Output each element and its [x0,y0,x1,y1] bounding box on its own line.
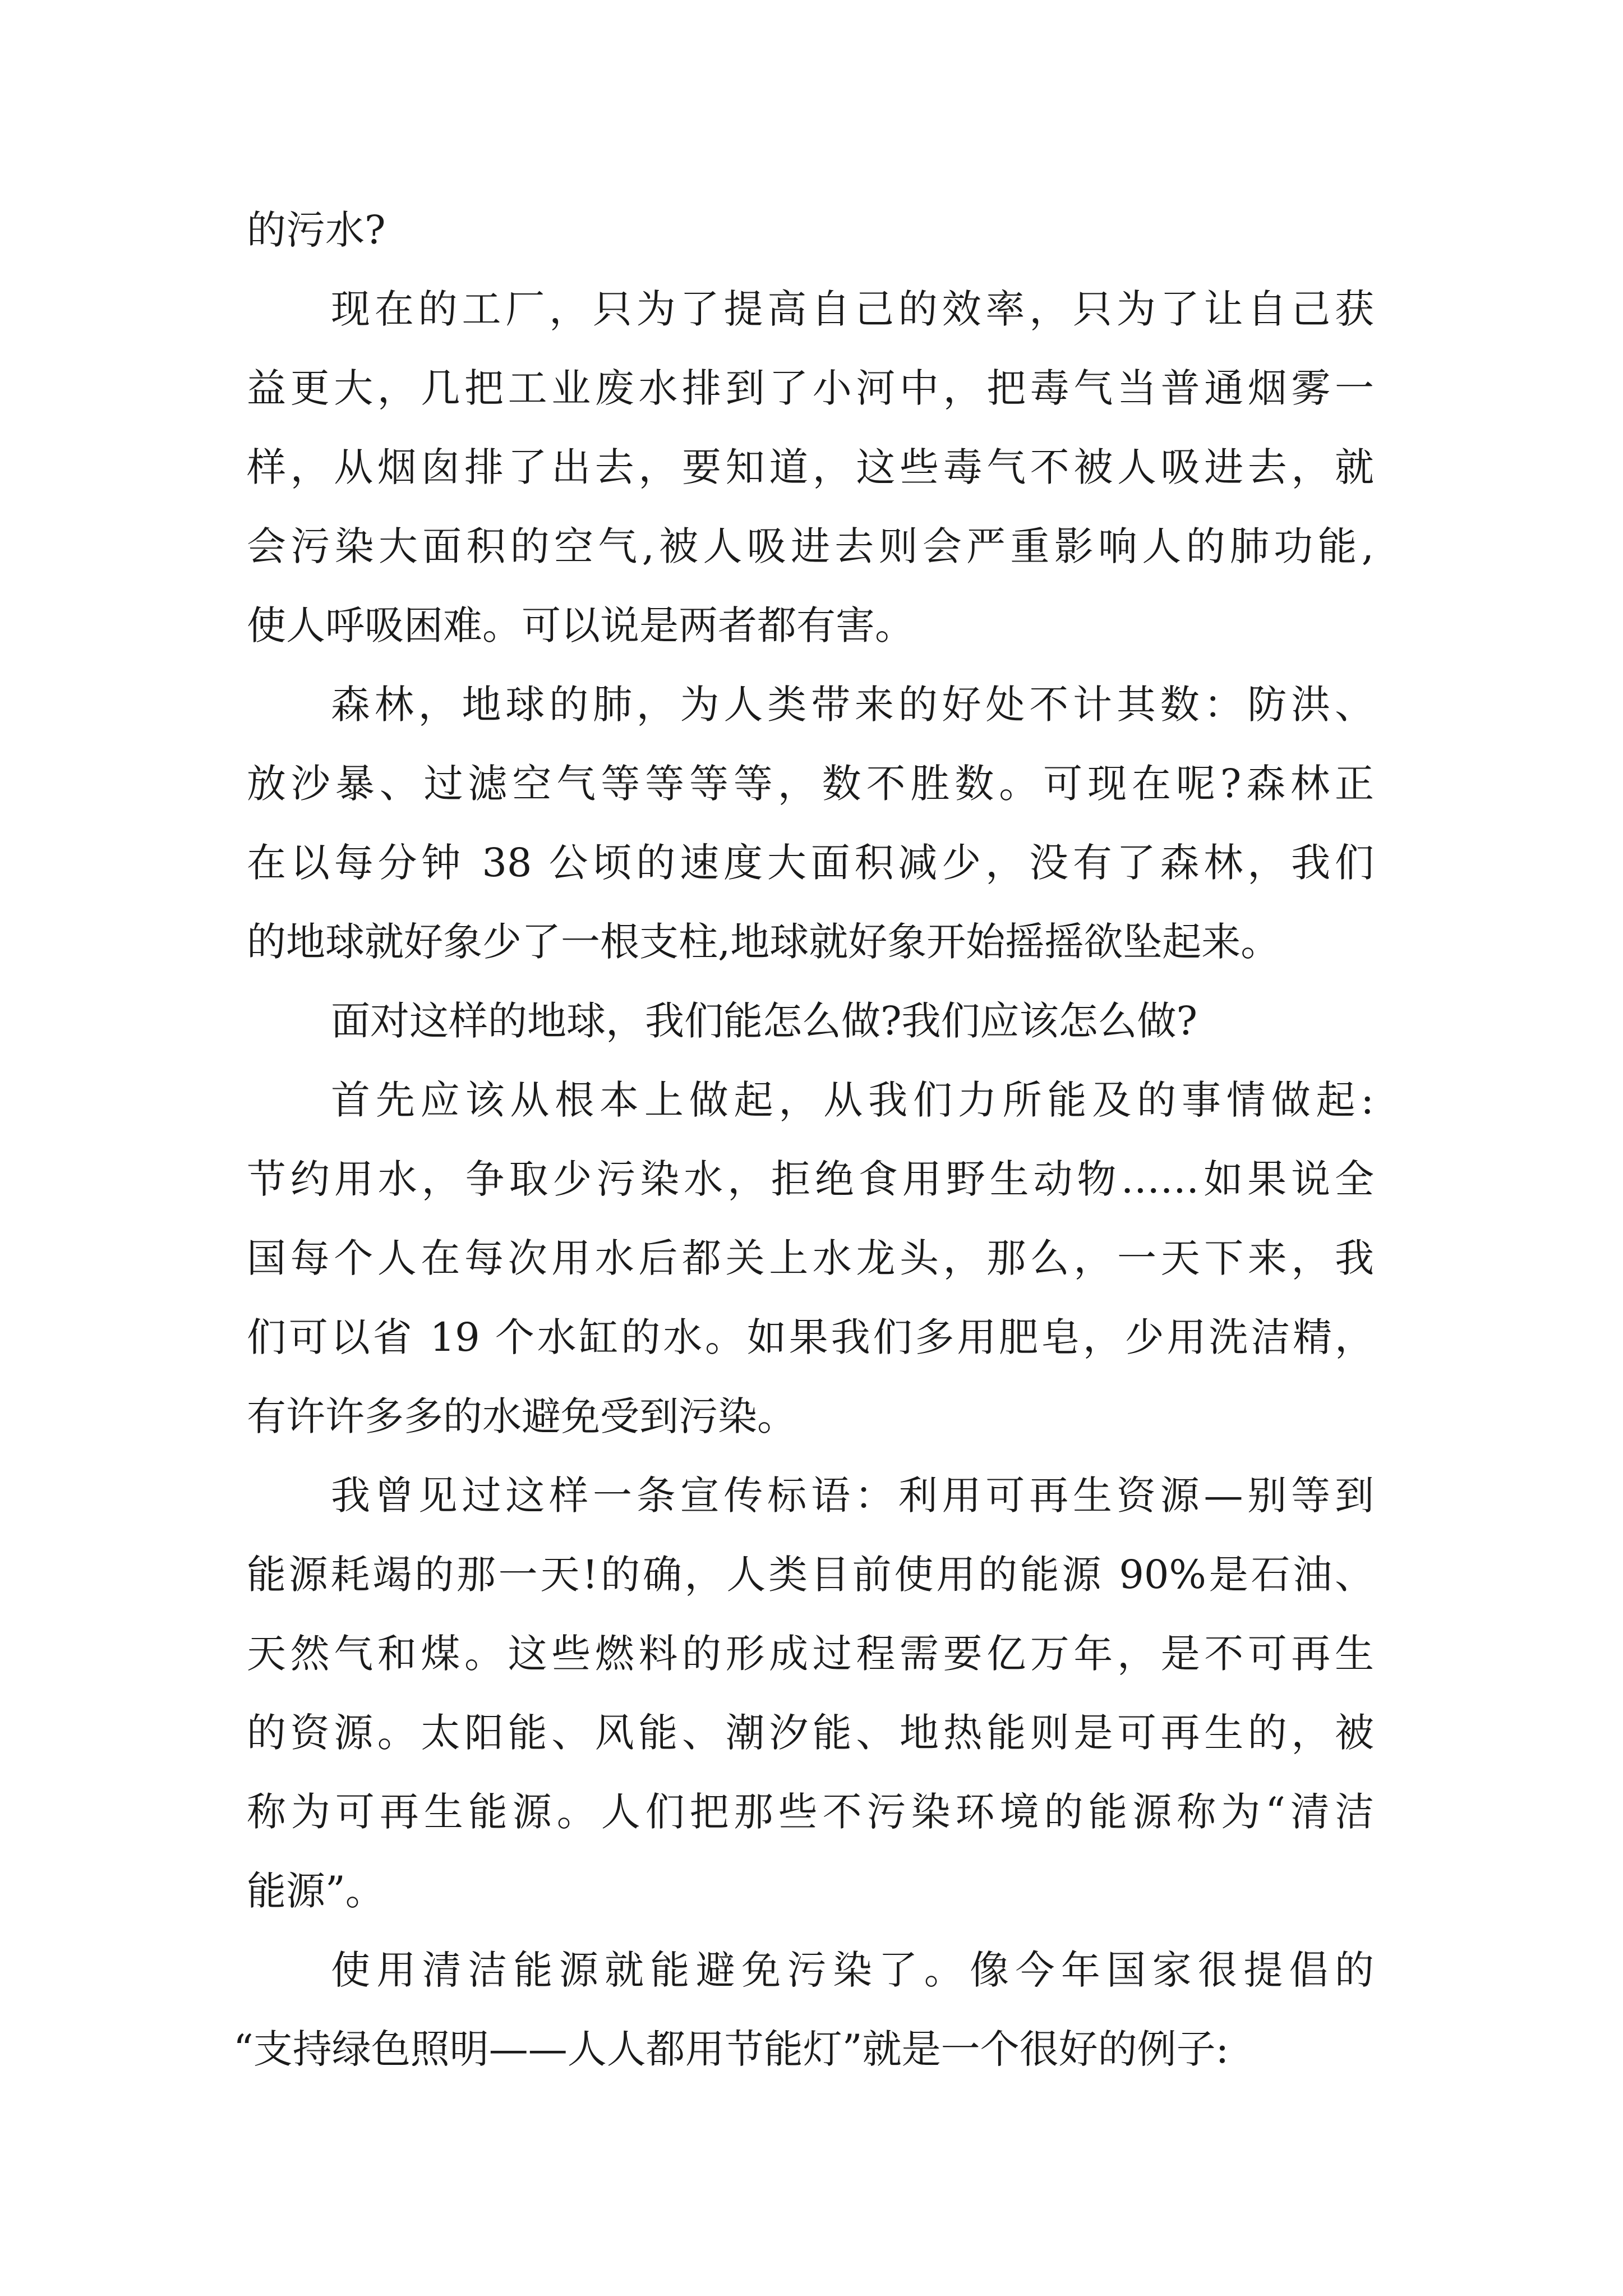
text-line: 的资源。太阳能、风能、潮汐能、地热能则是可再生的，被 [247,1710,1374,1756]
paragraph-first-line: 我曾见过这样一条宣传标语：利用可再生资源—别等到 [331,1473,1374,1519]
text-line: 放沙暴、过滤空气等等等等，数不胜数。可现在呢?森林正 [247,761,1374,807]
text-line: 节约用水，争取少污染水，拒绝食用野生动物……如果说全 [247,1156,1374,1202]
body-text [233,191,1374,2089]
text-line: 会污染大面积的空气,被人吸进去则会严重影响人的肺功能, [247,523,1374,569]
text-line: 的污水? [247,207,386,253]
text-line: 使人呼吸困难。可以说是两者都有害。 [247,602,914,648]
text-line: 的地球就好象少了一根支柱,地球就好象开始摇摇欲坠起来。 [247,919,1280,965]
text-line: 天然气和煤。这些燃料的形成过程需要亿万年，是不可再生 [247,1631,1374,1677]
text-line: 样，从烟囱排了出去，要知道，这些毒气不被人吸进去，就 [247,444,1374,490]
text-line: 能源”。 [247,1868,385,1914]
text-line: 益更大，几把工业废水排到了小河中，把毒气当普通烟雾一 [247,365,1374,411]
paragraph-first-line: 面对这样的地球，我们能怎么做?我们应该怎么做? [331,998,1198,1044]
paragraph-first-line: 现在的工厂，只为了提高自己的效率，只为了让自己获 [331,286,1374,332]
text-line: “支持绿色照明——人人都用节能灯”就是一个很好的例子: [233,2026,1229,2072]
paragraph-first-line: 森林，地球的肺，为人类带来的好处不计其数：防洪、 [331,682,1374,728]
text-line: 们可以省 19 个水缸的水。如果我们多用肥皂，少用洗洁精， [247,1314,1374,1360]
paragraph-first-line: 首先应该从根本上做起，从我们力所能及的事情做起: [331,1077,1374,1123]
text-line: 国每个人在每次用水后都关上水龙头，那么，一天下来，我 [247,1235,1374,1281]
text-line: 称为可再生能源。人们把那些不污染环境的能源称为“清洁 [247,1789,1374,1835]
text-line: 在以每分钟 38 公顷的速度大面积减少，没有了森林，我们 [247,840,1374,886]
text-line: 有许许多多的水避免受到污染。 [247,1393,796,1439]
text-line: 能源耗竭的那一天!的确，人类目前使用的能源 90%是石油、 [247,1552,1374,1598]
paragraph-first-line: 使用清洁能源就能避免污染了。像今年国家很提倡的 [331,1947,1374,1993]
